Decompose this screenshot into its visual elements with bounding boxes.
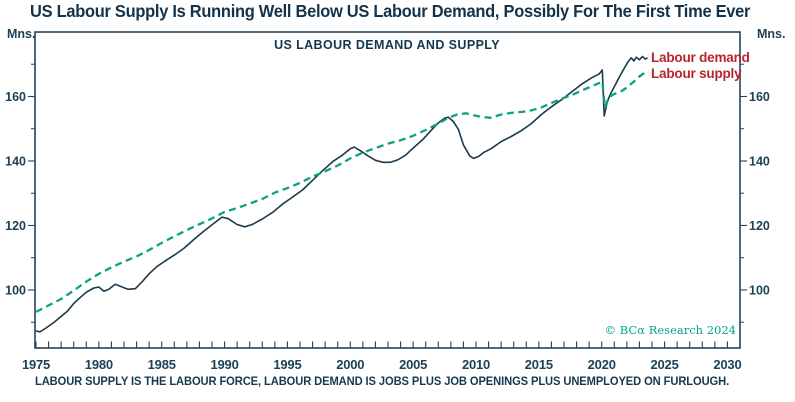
- legend-labour-demand: Labour demand: [651, 50, 750, 65]
- x-axis-tick-label: 2010: [461, 357, 491, 372]
- unit-label-right: Mns.: [757, 27, 786, 41]
- series-lines: [36, 57, 648, 332]
- x-axis-tick-label: 2000: [336, 357, 365, 372]
- labour-demand-line: [36, 57, 648, 332]
- y-axis-tick-label-right: 100: [749, 283, 770, 298]
- y-axis-tick-label-left: 140: [5, 154, 26, 169]
- y-axis-tick-label-right: 160: [749, 89, 770, 104]
- y-axis-tick-label-left: 160: [5, 89, 26, 104]
- x-axis-tick-label: 2005: [399, 357, 428, 372]
- x-axis-tick-label: 1980: [84, 357, 113, 372]
- legend-labour-supply: Labour supply: [651, 66, 742, 81]
- footnote: LABOUR SUPPLY IS THE LABOUR FORCE, LABOUR DEMAND IS JOBS PLUS JOB OPENINGS PLUS UNEMPLOYED ON FURLOUGH.: [35, 376, 730, 388]
- y-axis-tick-label-left: 120: [5, 218, 26, 233]
- x-axis-tick-label: 2015: [524, 357, 553, 372]
- y-axis-tick-label-left: 100: [5, 283, 26, 298]
- y-axis-tick-label-right: 140: [749, 154, 770, 169]
- x-axis-tick-label: 1975: [21, 357, 51, 372]
- x-axis-tick-label: 2030: [713, 357, 742, 372]
- x-axis-tick-label: 1985: [147, 357, 176, 372]
- unit-label-left: Mns.: [7, 27, 36, 41]
- x-axis-tick-label: 2025: [650, 357, 679, 372]
- x-axis-tick-label: 1990: [210, 357, 239, 372]
- x-axis-tick-label: 1995: [273, 357, 302, 372]
- labour-supply-line: [36, 71, 648, 312]
- chart-inner-title: US LABOUR DEMAND AND SUPPLY: [274, 38, 500, 52]
- x-axis-tick-label: 2020: [587, 357, 616, 372]
- page-title: US Labour Supply Is Running Well Below US Labour Demand, Possibly For The First Time Ever: [30, 1, 751, 21]
- plot-border: [35, 32, 740, 348]
- y-axis-tick-label-right: 120: [749, 218, 770, 233]
- attribution: © BCα Research 2024: [604, 323, 736, 337]
